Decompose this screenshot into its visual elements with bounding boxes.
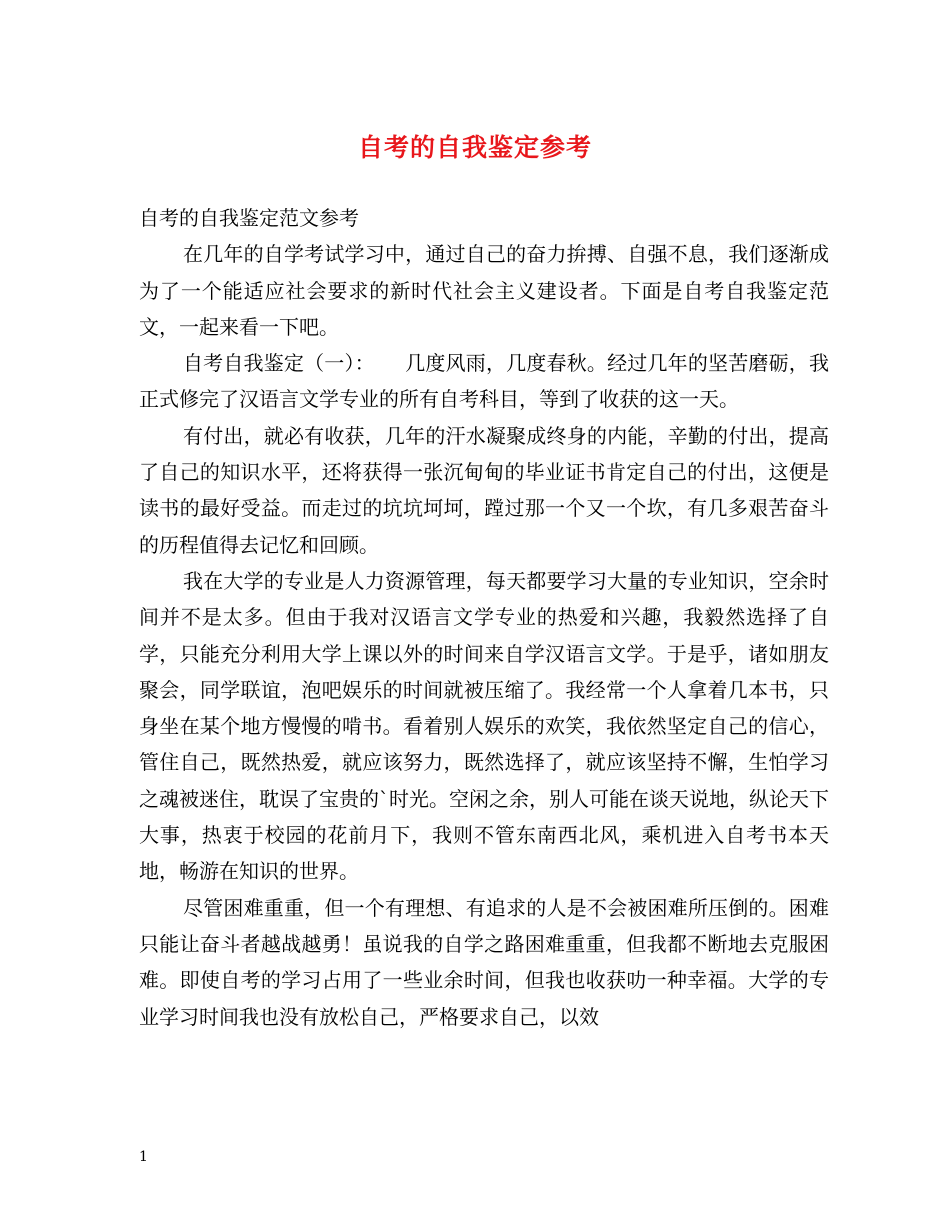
body-paragraph: 自考自我鉴定（一）： 几度风雨，几度春秋。经过几年的坚苦磨砺，我正式修完了汉语言文学专业的所有自考科目，等到了收获的这一天。 xyxy=(139,351,829,412)
body-paragraph: 我在大学的专业是人力资源管理，每天都要学习大量的专业知识，空余时间并不是太多。但由于我对汉语言文学专业的热爱和兴趣，我毅然选择了自学，只能充分利用大学上课以外的时间来自学汉语言文学。于是乎，诸如朋友聚会，同学联谊，泡吧娱乐的时间就被压缩了。我经常一个人拿着几本书，只身坐在某个地方慢慢的啃书。看着别人娱乐的欢笑，我依然坚定自己的信心，管住自己，既然热爱，就应该努力，既然选择了，就应该坚持不懈，生怕学习之魂被迷住，耽误了宝贵的`时光。空闲之余，别人可能在谈天说地，纵论天下大事，热衷于校园的花前月下，我则不管东南西北风，乘机进入自考书本天地，畅游在知识的世界。 xyxy=(139,568,829,884)
body-paragraph: 有付出，就必有收获，几年的汗水凝聚成终身的内能，辛勤的付出，提高了自己的知识水平，还将获得一张沉甸甸的毕业证书肯定自己的付出，这便是读书的最好受益。而走过的坑坑坷坷，蹚过那一个又一个坎，有几多艰苦奋斗的历程值得去记忆和回顾。 xyxy=(139,423,829,557)
page-number: 1 xyxy=(139,1149,148,1165)
body-paragraph: 尽管困难重重，但一个有理想、有追求的人是不会被困难所压倒的。困难只能让奋斗者越战越勇！虽说我的自学之路困难重重，但我都不断地去克服困难。即使自考的学习占用了一些业余时间，但我也收获叻一种幸福。大学的专业学习时间我也没有放松自己，严格要求自己，以效 xyxy=(139,895,829,1029)
document-title: 自考的自我鉴定参考 xyxy=(357,133,592,162)
subtitle-paragraph: 自考的自我鉴定范文参考 xyxy=(139,206,359,230)
document-body xyxy=(139,200,829,1035)
body-paragraph: 在几年的自学考试学习中，通过自己的奋力拚搏、自强不息，我们逐渐成为了一个能适应社会要求的新时代社会主义建设者。下面是自考自我鉴定范文，一起来看一下吧。 xyxy=(139,242,829,339)
